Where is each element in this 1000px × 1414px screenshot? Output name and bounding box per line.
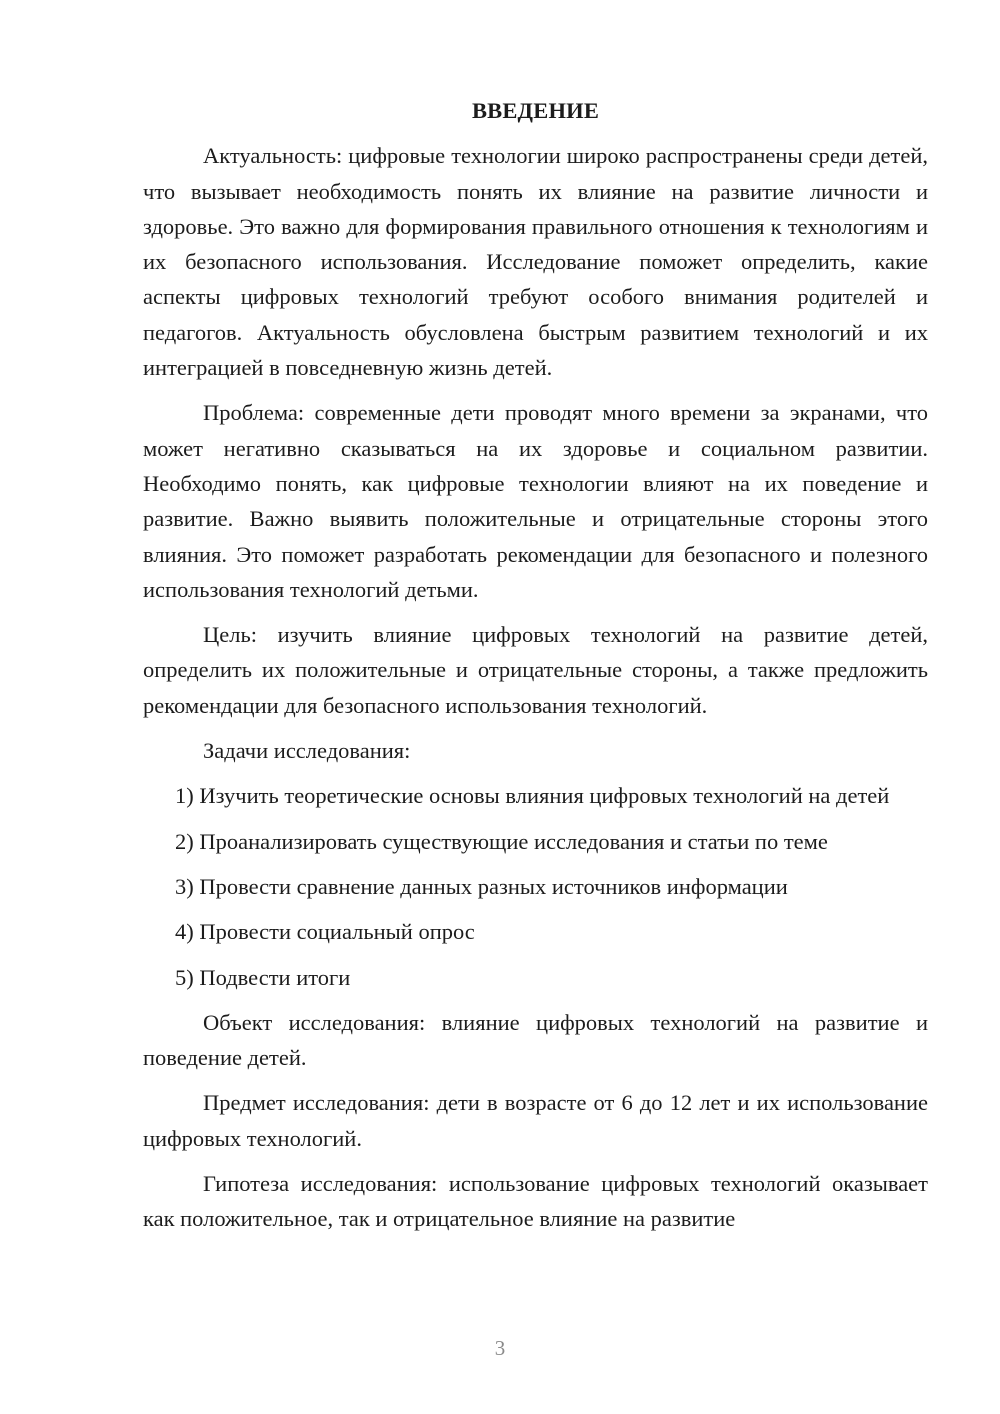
task-item: 3) Провести сравнение данных разных источников информации <box>175 873 788 899</box>
task-item: 1) Изучить теоретические основы влияния цифровых технологий на детей <box>175 783 890 809</box>
page-title: ВВЕДЕНИЕ <box>471 98 600 123</box>
task-item: 4) Провести социальный опрос <box>175 919 475 945</box>
object-paragraph: Объект исследования: влияние цифровых технологий на развитие и поведение детей. <box>143 1009 928 1071</box>
task-item: 2) Проанализировать существующие исследования и статьи по теме <box>175 828 828 854</box>
tasks-heading: Задачи исследования: <box>203 738 411 764</box>
task-item: 5) Подвести итоги <box>175 964 351 990</box>
page-number: 3 <box>494 1336 506 1360</box>
page-content <box>143 93 928 1247</box>
goal-paragraph: Цель: изучить влияние цифровых технологий на развитие детей, определить их положительные и отрицательные стороны, а также предложить рекомендации для безопасного использования технологий. <box>143 622 928 718</box>
subject-paragraph: Предмет исследования: дети в возрасте от 6 до 12 лет и их использование цифровых технологий. <box>143 1090 928 1151</box>
hypothesis-paragraph: Гипотеза исследования: использование цифровых технологий оказывает как положительное, так и отрицательное влияние на развитие <box>143 1171 928 1232</box>
relevance-paragraph: Актуальность: цифровые технологии широко распространены среди детей, что вызывает необходимость понять их влияние на развитие личности и здоровье. Это важно для формирования правильного отношения к технологиям и их безопасного использования. Исследование поможет определить, какие аспекты цифровых технологий требуют особого внимания родителей и педагогов. Актуальность обусловлена быстрым развитием технологий и их интеграцией в повседневную жизнь детей. <box>143 143 928 381</box>
problem-paragraph: Проблема: современные дети проводят много времени за экранами, что может негативно сказываться на их здоровье и социальном развитии. Необходимо понять, как цифровые технологии влияют на их поведение и развитие. Важно выявить положительные и отрицательные стороны этого влияния. Это поможет разработать рекомендации для безопасного и полезного использования технологий детьми. <box>143 400 928 602</box>
